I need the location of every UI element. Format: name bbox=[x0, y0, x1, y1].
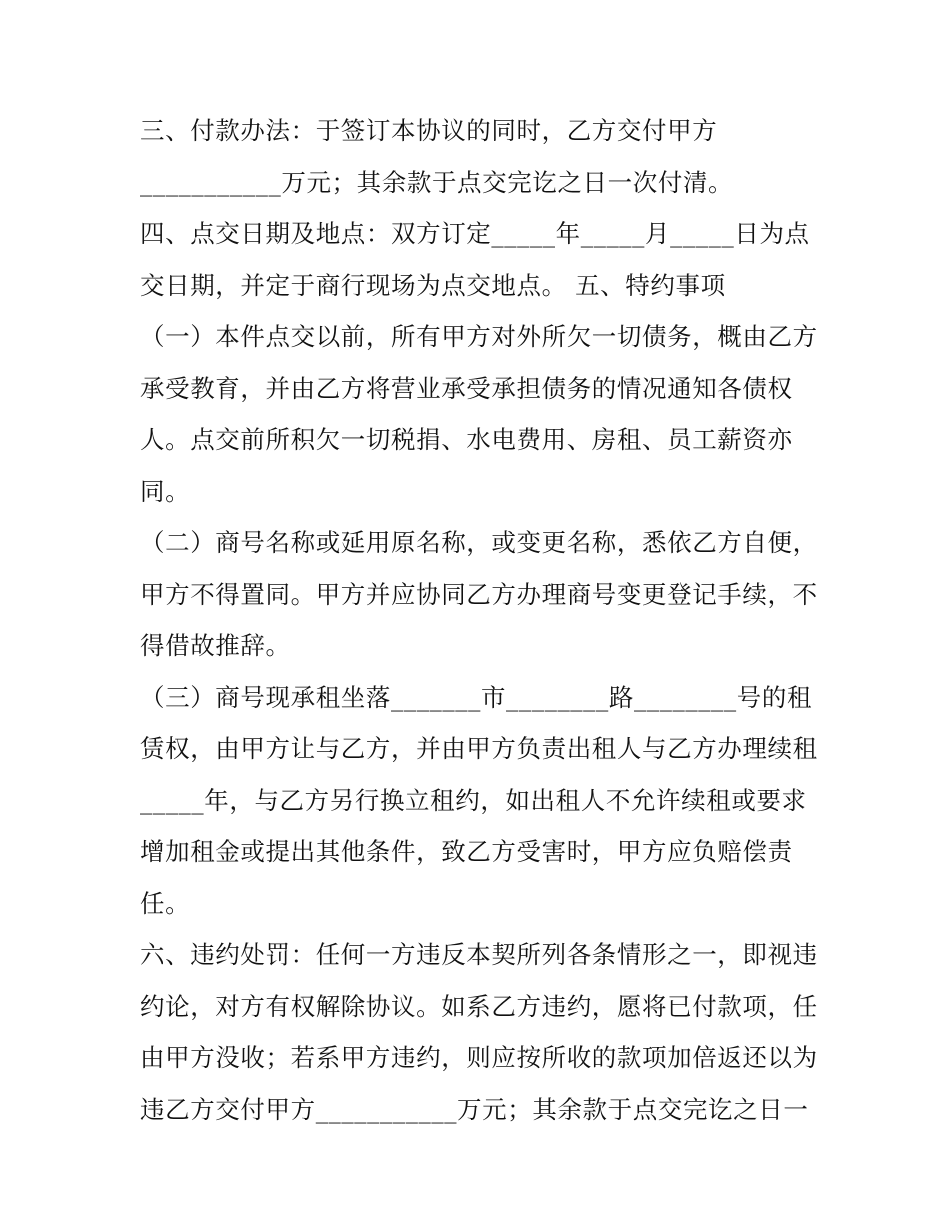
document-body bbox=[140, 105, 820, 1135]
text-line: 增加租金或提出其他条件，致乙方受害时，甲方应负赔偿责 bbox=[140, 837, 793, 866]
text-line: 六、违约处罚：任何一方违反本契所列各条情形之一，即视违 bbox=[140, 940, 818, 969]
text-line: 同。 bbox=[140, 476, 191, 506]
text-line: （一）本件点交以前，所有甲方对外所欠一切债务，概由乙方 bbox=[140, 322, 818, 351]
text-line: 三、付款办法：于签订本协议的同时，乙方交付甲方 bbox=[140, 116, 718, 145]
text-line: 得借故推辞。 bbox=[140, 631, 291, 660]
text-line: 人。点交前所积欠一切税捐、水电费用、房租、员工薪资亦 bbox=[140, 425, 793, 454]
text-line: ___________万元；其余款于点交完讫之日一次付清。 bbox=[140, 167, 734, 197]
text-line: _____年，与乙方另行换立租约，如出租人不允许续租或要求 bbox=[140, 785, 807, 815]
text-line: 约论，对方有权解除协议。如系乙方违约，愿将已付款项，任 bbox=[140, 991, 818, 1021]
text-line: 甲方不得置同。甲方并应协同乙方办理商号变更登记手续，不 bbox=[140, 579, 818, 609]
text-line: （二）商号名称或延用原名称，或变更名称，悉依乙方自便， bbox=[140, 528, 818, 557]
text-line: （三）商号现承租坐落_______市________路________号的租 bbox=[140, 682, 813, 712]
text-line: 任。 bbox=[140, 888, 191, 918]
text-line: 由甲方没收；若系甲方违约，则应按所收的款项加倍返还以为 bbox=[140, 1043, 818, 1072]
text-line: 交日期，并定于商行现场为点交地点。 五、特约事项 bbox=[140, 270, 726, 300]
text-line: 赁权，由甲方让与乙方，并由甲方负责出租人与乙方办理续租 bbox=[140, 734, 818, 763]
text-line: 承受教育，并由乙方将营业承受承担债务的情况通知各债权 bbox=[140, 373, 793, 403]
text-line: 四、点交日期及地点：双方订定_____年_____月_____日为点 bbox=[140, 219, 810, 248]
text-line: 违乙方交付甲方___________万元；其余款于点交完讫之日一 bbox=[140, 1094, 809, 1124]
